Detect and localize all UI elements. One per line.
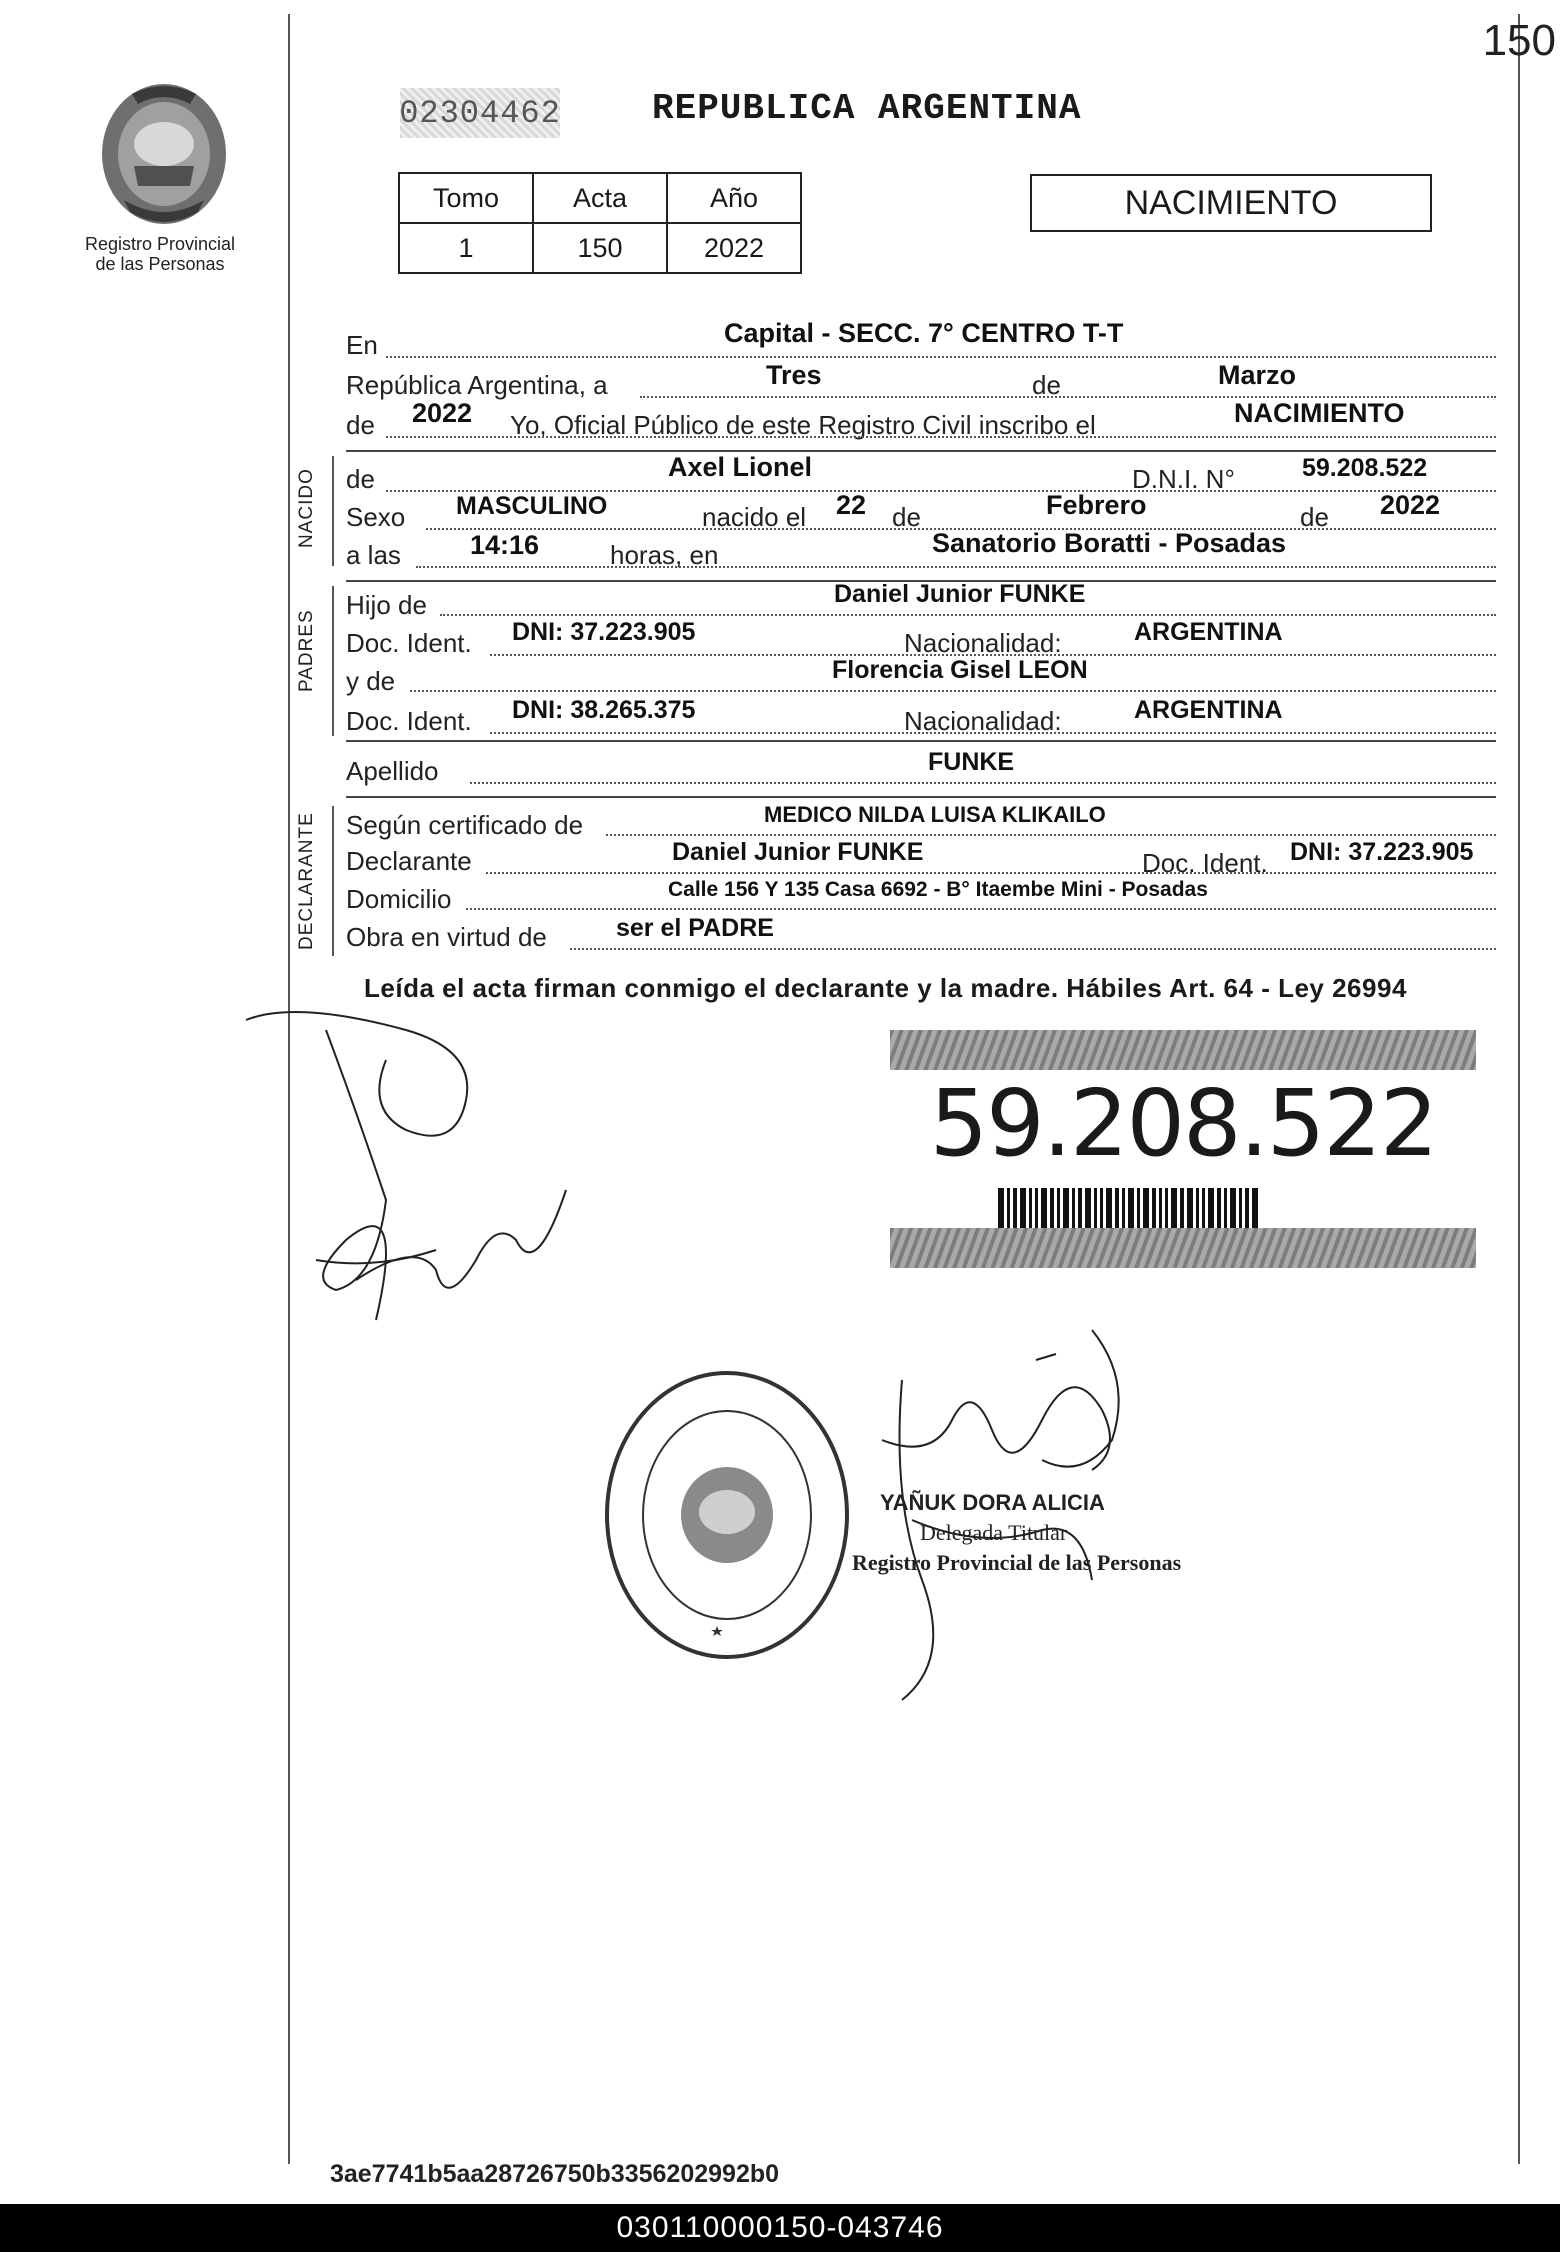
dotted-line	[466, 908, 1496, 910]
birth-de-label-2: de	[1300, 502, 1329, 532]
section-separator	[346, 796, 1496, 798]
father-name: Daniel Junior FUNKE	[834, 580, 1086, 608]
mother-doc-label: Doc. Ident.	[346, 706, 472, 736]
declarante-value: Daniel Junior FUNKE	[672, 838, 924, 866]
province-emblem	[94, 74, 234, 230]
section-separator	[346, 740, 1496, 742]
value-tomo: 1	[399, 223, 533, 273]
record-value-row	[399, 223, 801, 273]
dotted-line	[470, 782, 1496, 784]
mother-name: Florencia Gisel LEON	[832, 656, 1088, 684]
father-nationality: ARGENTINA	[1134, 618, 1283, 646]
month-value: Marzo	[1218, 360, 1297, 390]
birth-day: 22	[836, 490, 867, 520]
dotted-line	[486, 872, 1496, 874]
sexo-label: Sexo	[346, 502, 406, 532]
right-margin-line	[1518, 14, 1520, 2164]
cert-value: MEDICO NILDA LUISA KLIKAILO	[764, 802, 1106, 827]
apellido-label: Apellido	[346, 756, 439, 786]
official-office: Registro Provincial de las Personas	[852, 1550, 1182, 1575]
dni-band-bottom	[890, 1228, 1476, 1268]
dotted-line	[570, 948, 1496, 950]
declarante-section-label: DECLARANTE	[296, 812, 317, 950]
obra-label: Obra en virtud de	[346, 922, 547, 952]
record-table	[398, 172, 802, 274]
act-type-box: NACIMIENTO	[1030, 174, 1432, 232]
de-label: de	[1032, 370, 1061, 400]
dni-big-number: 59.208.522	[929, 1070, 1437, 1177]
father-nat-label: Nacionalidad:	[904, 628, 1062, 658]
dotted-line	[410, 690, 1496, 692]
birth-month: Febrero	[1046, 490, 1147, 520]
dni-print-block	[890, 1030, 1476, 1268]
a-las-label: a las	[346, 540, 401, 570]
dotted-line	[386, 436, 1496, 438]
mother-nationality: ARGENTINA	[1134, 696, 1283, 724]
mother-doc: DNI: 38.265.375	[512, 696, 696, 724]
nacido-section-label: NACIDO	[296, 468, 317, 548]
father-doc-label: Doc. Ident.	[346, 628, 472, 658]
value-ano: 2022	[667, 223, 801, 273]
hijo-de-label: Hijo de	[346, 590, 427, 620]
birth-de-label: de	[892, 502, 921, 532]
document-hash: 3ae7741b5aa28726750b3356202992b0	[330, 2160, 780, 2188]
section-separator	[346, 450, 1496, 452]
republica-label: República Argentina, a	[346, 370, 608, 400]
value-acta: 150	[533, 223, 667, 273]
oficial-text: Yo, Oficial Público de este Registro Civil inscribo el	[510, 410, 1096, 440]
country-heading: REPUBLICA ARGENTINA	[652, 88, 1082, 129]
official-signature-block	[852, 1488, 1182, 1578]
horas-label: horas, en	[610, 540, 719, 570]
year-value: 2022	[412, 398, 473, 428]
padres-section-label: PADRES	[296, 609, 317, 692]
official-seal	[602, 1366, 852, 1664]
declarante-doc-label: Doc. Ident.	[1142, 848, 1268, 878]
declarante-doc: DNI: 37.223.905	[1290, 838, 1474, 866]
dotted-line	[606, 834, 1496, 836]
issuer-caption	[60, 234, 260, 274]
issuer-caption-line1: Registro Provincial	[84, 234, 236, 254]
father-doc: DNI: 37.223.905	[512, 618, 696, 646]
dotted-line	[440, 614, 1496, 616]
domicilio-label: Domicilio	[346, 884, 452, 914]
official-title: Delegada Titular	[920, 1520, 1068, 1545]
serial-number: 02304462	[400, 88, 560, 138]
cert-label: Según certificado de	[346, 810, 584, 840]
side-bar	[332, 806, 334, 956]
page-number: 150	[1482, 16, 1556, 65]
obra-value: ser el PADRE	[616, 914, 774, 942]
header-acta: Acta	[533, 173, 667, 223]
y-de-label: y de	[346, 666, 396, 696]
sexo-value: MASCULINO	[456, 492, 608, 520]
child-dni: 59.208.522	[1302, 454, 1428, 482]
inscribe-value: NACIMIENTO	[1234, 398, 1405, 428]
nacido-el-label: nacido el	[702, 502, 807, 532]
header-ano: Año	[667, 173, 801, 223]
side-bar	[332, 586, 334, 736]
footer-code: 030110000150-043746	[0, 2204, 1560, 2252]
dni-label: D.N.I. N°	[1132, 464, 1235, 494]
dotted-line	[416, 566, 1496, 568]
declarant-signature	[236, 990, 596, 1360]
side-bar	[332, 456, 334, 566]
mother-nat-label: Nacionalidad:	[904, 706, 1062, 736]
nacido-de-label: de	[346, 464, 375, 494]
birth-time: 14:16	[470, 530, 540, 560]
birth-year: 2022	[1380, 490, 1441, 520]
closing-note: Leída el acta firman conmigo el declarante y la madre. Hábiles Art. 64 - Ley 26994	[364, 973, 1407, 1003]
dotted-line	[490, 732, 1496, 734]
official-name: YAÑUK DORA ALICIA	[880, 1490, 1105, 1515]
seal-icon	[602, 1366, 852, 1664]
en-value: Capital - SECC. 7° CENTRO T-T	[724, 318, 1124, 348]
en-label: En	[346, 330, 378, 360]
day-value: Tres	[766, 360, 822, 390]
record-header-row	[399, 173, 801, 223]
de-year-label: de	[346, 410, 375, 440]
apellido-value: FUNKE	[928, 748, 1015, 776]
declarante-label: Declarante	[346, 846, 472, 876]
issuer-caption-line2: de las Personas	[95, 254, 225, 274]
child-name: Axel Lionel	[668, 452, 813, 482]
domicilio-value: Calle 156 Y 135 Casa 6692 - B° Itaembe Mini - Posadas	[668, 878, 1208, 901]
birth-place: Sanatorio Boratti - Posadas	[932, 528, 1287, 558]
dotted-line	[386, 356, 1496, 358]
emblem-icon	[94, 74, 234, 230]
header-tomo: Tomo	[399, 173, 533, 223]
dni-band-top	[890, 1030, 1476, 1070]
